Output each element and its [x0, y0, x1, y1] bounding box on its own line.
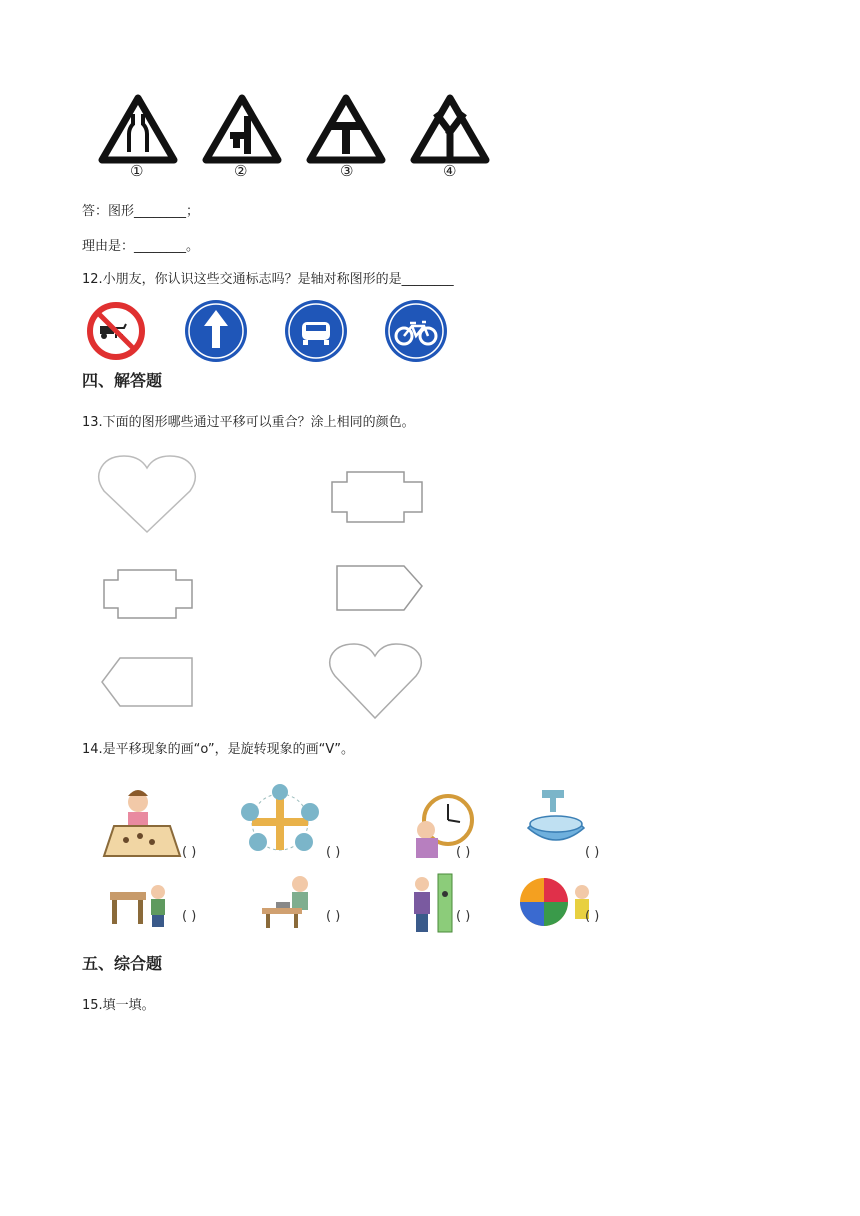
section-4-title: 四、解答题 [82, 371, 163, 390]
answer-paren-6[interactable]: ( ) [326, 909, 341, 924]
woodworking-picture [262, 876, 308, 928]
answer-paren-5[interactable]: ( ) [182, 909, 197, 924]
heart-shape [330, 644, 422, 718]
section-5-title: 五、综合题 [82, 954, 163, 973]
faucet-picture [528, 790, 584, 840]
merry-go-round-picture [241, 784, 319, 851]
notched-rect-shape [104, 570, 192, 618]
pentagon-right-shape [337, 566, 422, 610]
q14-question: 14.是平移现象的画“o”，是旋转现象的画“V”。 [82, 742, 354, 757]
reason-line: 理由是：________。 [82, 239, 200, 254]
sign-label-1: ① [130, 162, 144, 180]
answer-paren-4[interactable]: ( ) [585, 845, 600, 860]
no-cart-icon [90, 305, 142, 357]
q13-question: 13.下面的图形哪些通过平移可以重合？涂上相同的颜色。 [82, 415, 415, 430]
q12-question: 12.小朋友，你认识这些交通标志吗？是轴对称图形的是________ [82, 272, 454, 287]
answer-paren-3[interactable]: ( ) [456, 845, 471, 860]
y-junction-sign-icon [414, 98, 486, 160]
q15-question: 15.填一填。 [82, 998, 155, 1013]
car-icon [285, 300, 347, 362]
warning-signs-svg [96, 92, 496, 184]
road-narrows-sign-icon [102, 98, 174, 160]
answer-paren-2[interactable]: ( ) [326, 845, 341, 860]
sign-label-2: ② [234, 162, 248, 180]
side-road-junction-sign-icon [206, 98, 278, 160]
elevator-door-picture [414, 874, 452, 932]
answer-paren-7[interactable]: ( ) [456, 909, 471, 924]
sign-label-4: ④ [443, 162, 457, 180]
pentagon-left-shape [102, 658, 192, 706]
sign-label-3: ③ [340, 162, 354, 180]
t-junction-sign-icon [310, 98, 382, 160]
traffic-signs-row [86, 298, 456, 364]
translation-shapes [92, 446, 452, 732]
q14-pictures [96, 776, 656, 940]
arrow-up-icon [185, 300, 247, 362]
answer-line: 答：图形________； [82, 204, 200, 219]
heart-shape [99, 456, 196, 532]
answer-paren-1[interactable]: ( ) [182, 845, 197, 860]
warning-signs-row [96, 92, 496, 184]
pushing-desk-picture [110, 885, 165, 927]
answer-paren-8[interactable]: ( ) [585, 909, 600, 924]
notched-rect-shape [332, 472, 422, 522]
color-wheel-picture [520, 878, 589, 926]
drawer-child-picture [104, 790, 180, 856]
bicycle-icon [385, 300, 447, 362]
